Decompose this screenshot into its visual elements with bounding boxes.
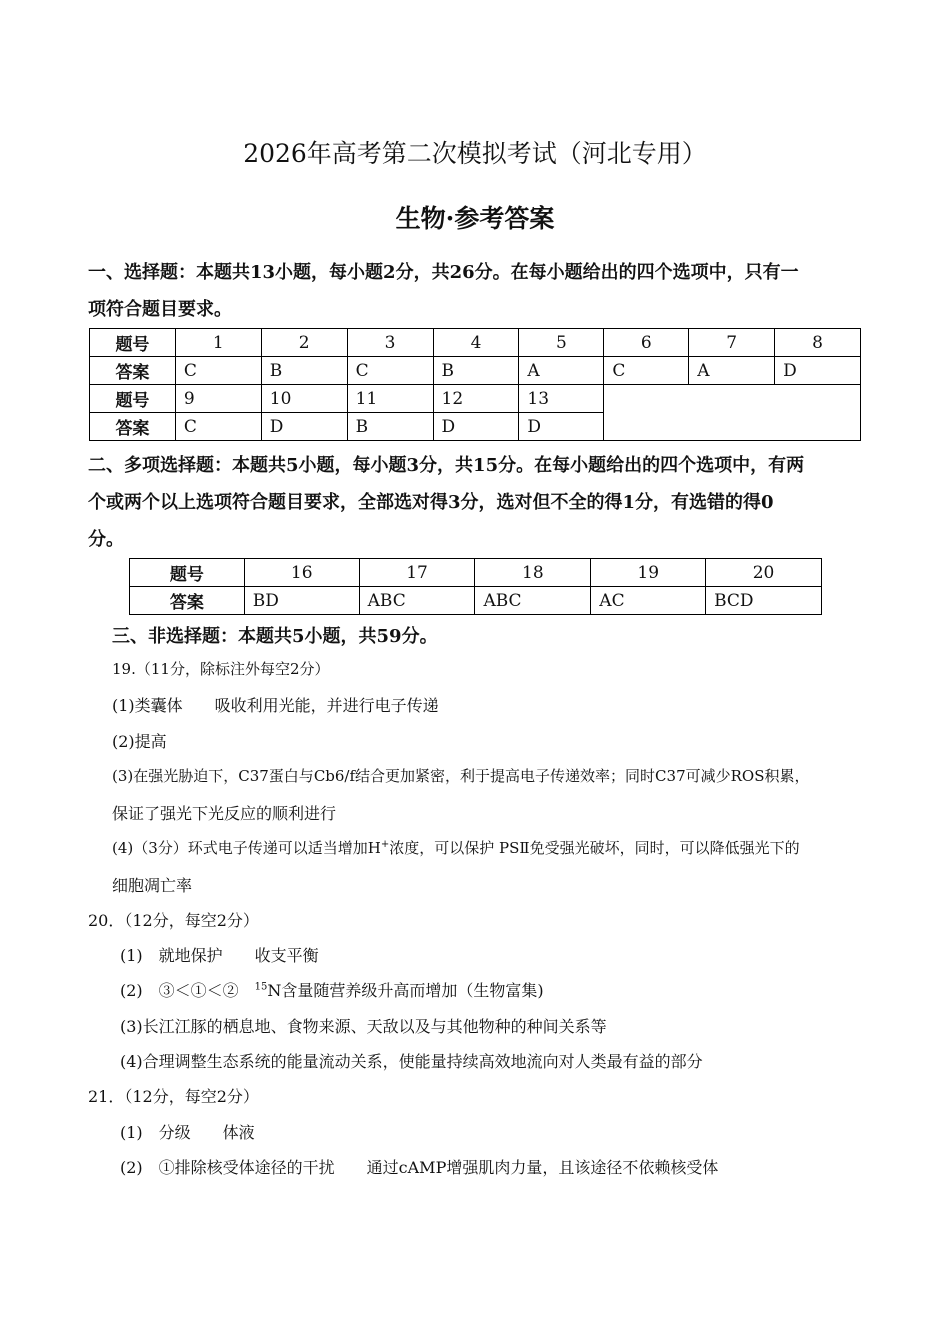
table-row bbox=[90, 385, 861, 413]
question-number: 11 bbox=[347, 385, 433, 413]
question-number: 20 bbox=[706, 559, 822, 587]
question-number: 16 bbox=[244, 559, 359, 587]
label-question-number: 题号 bbox=[130, 559, 245, 587]
answer-cell: A bbox=[689, 357, 775, 385]
answer-cell: BD bbox=[244, 587, 359, 615]
q19-answer-4-line2: 细胞凋亡率 bbox=[112, 876, 193, 895]
question-number: 13 bbox=[519, 385, 604, 413]
question-number: 3 bbox=[347, 329, 433, 357]
q19-heading: 19.（11分，除标注外每空2分） bbox=[112, 660, 330, 678]
table-row bbox=[130, 587, 822, 615]
question-number: 7 bbox=[689, 329, 775, 357]
q20-answer-3: (3)长江江豚的栖息地、食物来源、天敌以及与其他物种的种间关系等 bbox=[120, 1017, 607, 1036]
question-number: 18 bbox=[475, 559, 591, 587]
answer-cell: ABC bbox=[475, 587, 591, 615]
question-number: 17 bbox=[359, 559, 475, 587]
table-row bbox=[90, 357, 861, 385]
q21-answer-1: (1) 分级 体液 bbox=[120, 1123, 255, 1142]
answer-cell: ABC bbox=[359, 587, 475, 615]
question-number: 12 bbox=[433, 385, 519, 413]
choice-answer-table bbox=[89, 328, 861, 441]
section1-heading-line2: 项符合题目要求。 bbox=[88, 299, 232, 320]
page-title: 2026年高考第二次模拟考试（河北专用） bbox=[243, 139, 707, 168]
q20-answer-4: (4)合理调整生态系统的能量流动关系，使能量持续高效地流向对人类最有益的部分 bbox=[120, 1052, 703, 1071]
section2-heading-line2: 个或两个以上选项符合题目要求，全部选对得3分，选对但不全的得1分，有选错的得0 bbox=[88, 492, 774, 513]
q20-answer-2: (2) ③＜①＜② $^{15}$N含量随营养级升高而增加（生物富集) bbox=[120, 981, 544, 1000]
answer-cell: C bbox=[347, 357, 433, 385]
question-number: 5 bbox=[519, 329, 604, 357]
q19-answer-1: (1)类囊体 吸收利用光能，并进行电子传递 bbox=[112, 696, 439, 715]
table-row bbox=[90, 329, 861, 357]
q19-answer-3-line1: (3)在强光胁迫下，C37蛋白与Cb6/f结合更加紧密，利于提高电子传递效率；同时C37可减少ROS积累， bbox=[112, 767, 810, 785]
label-question-number: 题号 bbox=[90, 385, 176, 413]
answer-cell: BCD bbox=[706, 587, 822, 615]
page-subtitle: 生物·参考答案 bbox=[395, 204, 555, 233]
answer-cell: C bbox=[175, 357, 261, 385]
question-number: 10 bbox=[261, 385, 347, 413]
section3-heading: 三、非选择题：本题共5小题，共59分。 bbox=[112, 626, 438, 647]
multi-choice-answer-table bbox=[129, 558, 822, 615]
question-number: 9 bbox=[175, 385, 261, 413]
label-question-number: 题号 bbox=[90, 329, 176, 357]
answer-cell: D bbox=[775, 357, 861, 385]
empty-cell bbox=[604, 385, 861, 441]
answer-cell: A bbox=[519, 357, 604, 385]
answer-cell: D bbox=[433, 413, 519, 441]
q19-answer-4-line1: (4)（3分）环式电子传递可以适当增加H+浓度，可以保护 PSⅡ免受强光破坏，同时，可以降低强光下的 bbox=[112, 839, 800, 857]
question-number: 4 bbox=[433, 329, 519, 357]
label-answer: 答案 bbox=[130, 587, 245, 615]
question-number: 6 bbox=[604, 329, 689, 357]
q21-heading: 21．（12分，每空2分） bbox=[88, 1087, 259, 1106]
section1-heading-line1: 一、选择题：本题共13小题，每小题2分，共26分。在每小题给出的四个选项中，只有一 bbox=[88, 262, 799, 283]
question-number: 1 bbox=[175, 329, 261, 357]
section2-heading-line1: 二、多项选择题：本题共5小题，每小题3分，共15分。在每小题给出的四个选项中，有两 bbox=[88, 455, 805, 476]
answer-cell: C bbox=[604, 357, 689, 385]
q19-answer-2: (2)提高 bbox=[112, 732, 167, 751]
answer-cell: B bbox=[347, 413, 433, 441]
q20-heading: 20．（12分，每空2分） bbox=[88, 911, 259, 930]
answer-cell: D bbox=[261, 413, 347, 441]
q21-answer-2: (2) ①排除核受体途径的干扰 通过cAMP增强肌肉力量，且该途径不依赖核受体 bbox=[120, 1158, 719, 1177]
q20-answer-1: (1) 就地保护 收支平衡 bbox=[120, 946, 319, 965]
table-row bbox=[130, 559, 822, 587]
answer-cell: AC bbox=[591, 587, 706, 615]
answer-cell: B bbox=[433, 357, 519, 385]
answer-cell: D bbox=[519, 413, 604, 441]
q19-answer-3-line2: 保证了强光下光反应的顺利进行 bbox=[112, 804, 337, 823]
label-answer: 答案 bbox=[90, 357, 176, 385]
label-answer: 答案 bbox=[90, 413, 176, 441]
answer-cell: C bbox=[175, 413, 261, 441]
answer-cell: B bbox=[261, 357, 347, 385]
question-number: 8 bbox=[775, 329, 861, 357]
section2-heading-line3: 分。 bbox=[88, 529, 124, 550]
question-number: 2 bbox=[261, 329, 347, 357]
question-number: 19 bbox=[591, 559, 706, 587]
